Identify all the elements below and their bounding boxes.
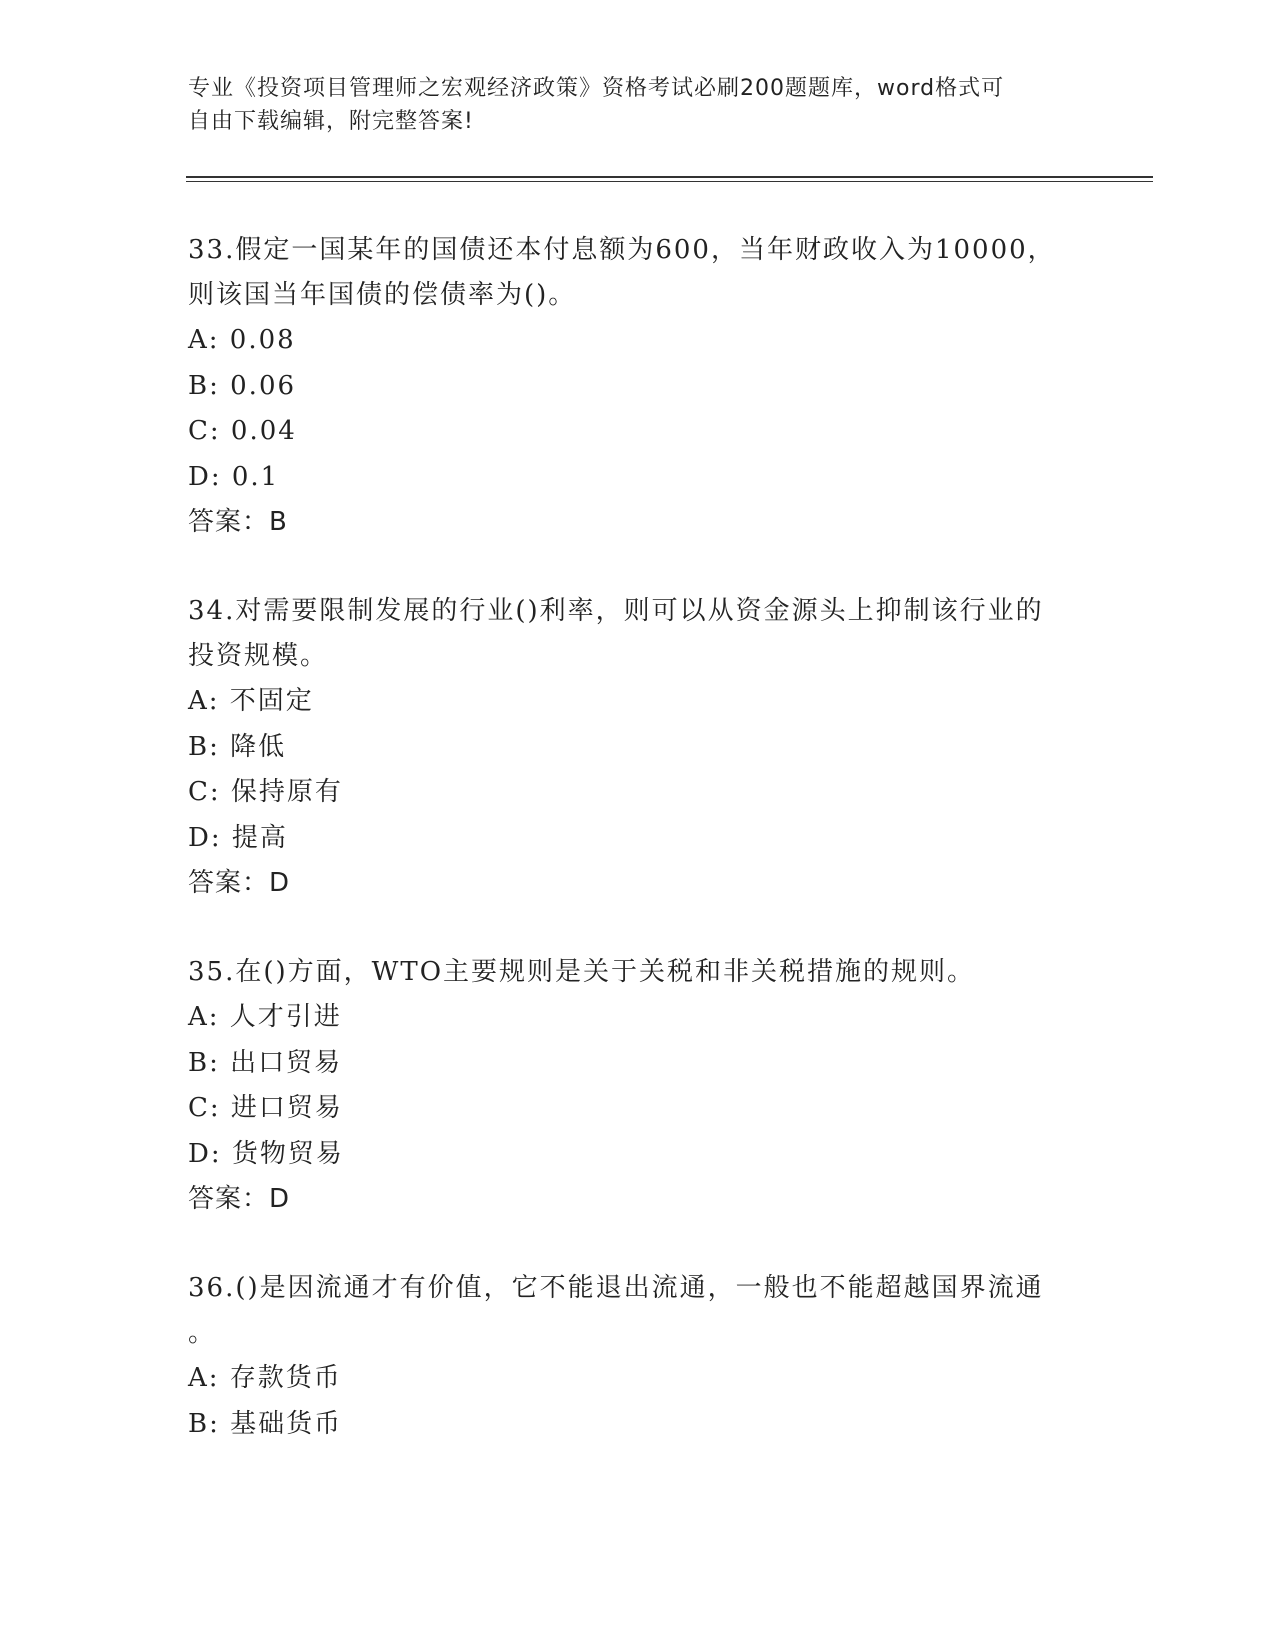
option-c: C: 0.04: [188, 416, 297, 446]
question-35: [188, 950, 1088, 1222]
option-b: B: 基础货币: [188, 1408, 343, 1439]
option-a: A: 0.08: [188, 325, 296, 355]
document-header: [188, 72, 1088, 138]
answer-line: 答案：B: [188, 507, 288, 537]
option-a: A: 人才引进: [188, 1002, 342, 1032]
answer-line: 答案：D: [188, 1184, 291, 1214]
option-a: A: 不固定: [188, 686, 314, 716]
question-stem-line-2: 则该国当年国债的偿债率为()。: [188, 280, 577, 310]
option-c: C: 保持原有: [188, 777, 343, 807]
option-b: B: 降低: [188, 731, 287, 762]
question-33: [188, 228, 1088, 545]
header-line-1: 专业《投资项目管理师之宏观经济政策》资格考试必刷200题题库，word格式可: [188, 76, 1005, 101]
question-stem-line-2: 投资规模。: [188, 641, 329, 671]
question-stem-line-1: 36.()是因流通才有价值，它不能退出流通，一般也不能超越国界流通: [188, 1273, 1044, 1303]
option-d: D: 货物贸易: [188, 1138, 344, 1169]
question-36: [188, 1266, 1088, 1447]
option-b: B: 出口贸易: [188, 1047, 343, 1078]
question-stem-line-1: 35.在()方面，WTO主要规则是关于关税和非关税措施的规则。: [188, 957, 976, 987]
option-b: B: 0.06: [188, 370, 297, 401]
header-line-2: 自由下载编辑，附完整答案!: [188, 109, 474, 134]
question-stem-line-1: 34.对需要限制发展的行业()利率，则可以从资金源头上抑制该行业的: [188, 596, 1044, 626]
question-34: [188, 589, 1088, 906]
answer-line: 答案：D: [188, 868, 291, 898]
option-a: A: 存款货币: [188, 1363, 342, 1393]
option-d: D: 提高: [188, 822, 288, 853]
header-divider-thin: [186, 181, 1153, 182]
header-divider-thick: [186, 176, 1153, 178]
option-c: C: 进口贸易: [188, 1093, 343, 1123]
question-stem-line-1: 33.假定一国某年的国债还本付息额为600，当年财政收入为10000，: [188, 235, 1056, 265]
question-stem-line-2: 。: [188, 1318, 217, 1348]
option-d: D: 0.1: [188, 461, 280, 492]
